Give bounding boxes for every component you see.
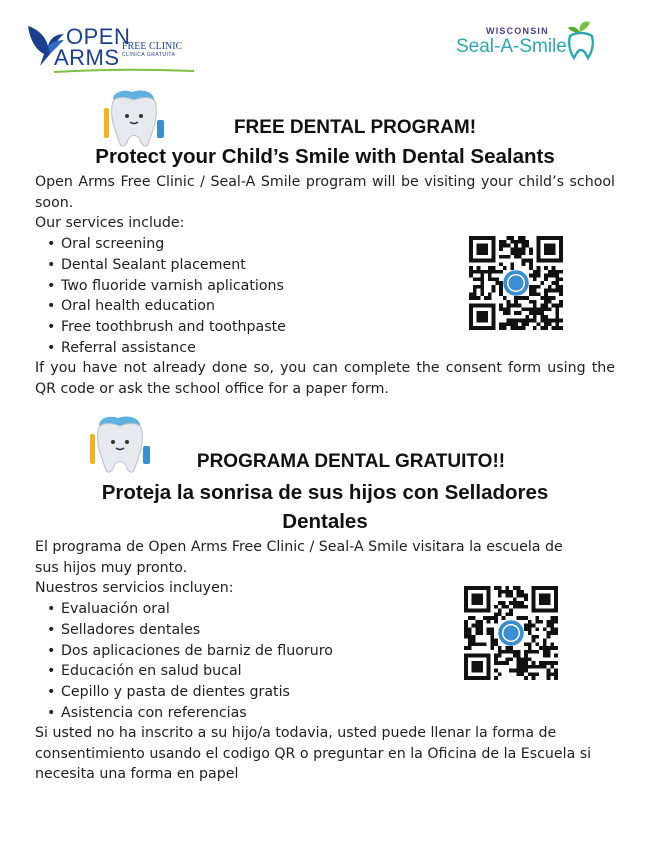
list-item: • Asistencia con referencias [35, 703, 455, 724]
list-item: • Cepillo y pasta de dientes gratis [35, 682, 455, 703]
english-subtitle: Protect your Child’s Smile with Dental Sealants [95, 145, 555, 168]
english-services-label: Our services include: [35, 215, 185, 231]
open-arms-logo [26, 20, 201, 72]
logo-seal-a-smile: Seal-A-Smile [456, 36, 567, 57]
logo-free-clinic: FREE CLINIC [122, 41, 183, 52]
list-item: • Dos aplicaciones de barniz de fluoruro [35, 641, 455, 662]
spanish-services-label: Nuestros servicios incluyen: [35, 580, 234, 596]
spanish-title: PROGRAMA DENTAL GRATUITO!! [196, 451, 506, 472]
list-item: • Educación en salud bucal [35, 661, 455, 682]
list-item: • Oral screening [35, 234, 455, 255]
english-title: FREE DENTAL PROGRAM! [233, 117, 477, 138]
consent-form-qr-code[interactable] [464, 586, 558, 680]
logo-underline-icon [54, 68, 194, 74]
seal-a-smile-logo [452, 20, 602, 64]
consent-form-qr-code[interactable] [469, 236, 563, 330]
tooth-leaf-icon [564, 20, 598, 60]
list-item: • Two fluoride varnish aplications [35, 276, 455, 297]
spanish-services-list [35, 599, 455, 724]
list-item: • Free toothbrush and toothpaste [35, 317, 455, 338]
english-closing: If you have not already done so, you can complete the consent form using the QR code or ask the school office for a paper form. [35, 360, 615, 397]
list-item: • Referral assistance [35, 338, 455, 359]
list-item: • Oral health education [35, 296, 455, 317]
list-item: • Dental Sealant placement [35, 255, 455, 276]
english-intro: Open Arms Free Clinic / Seal-A Smile program will be visiting your child’s school soon. [35, 174, 615, 211]
english-services-list [35, 234, 455, 359]
spanish-subtitle-line2: Dentales [282, 510, 368, 533]
spanish-subtitle-line1: Proteja la sonrisa de sus hijos con Selladores [101, 481, 549, 504]
list-item: • Selladores dentales [35, 620, 455, 641]
logo-wisconsin: WISCONSIN [486, 26, 549, 36]
logo-clinica-gratuita: CLÍNICA GRATUITA [122, 52, 176, 58]
spanish-intro: El programa de Open Arms Free Clinic / Seal-A Smile visitara la escuela de sus hijos muy pronto. [35, 539, 563, 576]
spanish-closing: Si usted no ha inscrito a su hijo/a todavia, usted puede llenar la forma de consentimiento usando el codigo QR o preguntar en la Oficina de la Escuela si necesita una forma en papel [35, 725, 592, 783]
list-item: • Evaluación oral [35, 599, 455, 620]
logo-word-open: OPEN [66, 24, 131, 49]
logo-word-arms: ARMS [54, 45, 120, 70]
